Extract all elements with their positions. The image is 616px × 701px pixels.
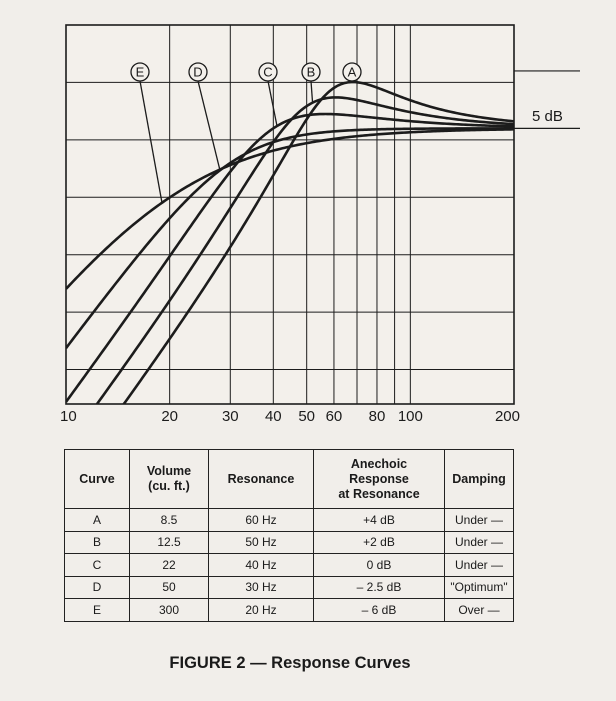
cell-resonance: 30 Hz xyxy=(209,576,314,599)
cell-damping: Under — xyxy=(445,509,514,532)
x-tick-label: 20 xyxy=(161,408,179,425)
cell-volume: 12.5 xyxy=(130,531,209,554)
x-tick-label: 10 xyxy=(60,408,77,425)
cell-response: +4 dB xyxy=(314,509,445,532)
cell-volume: 300 xyxy=(130,599,209,622)
cell-damping: "Optimum" xyxy=(445,576,514,599)
cell-resonance: 50 Hz xyxy=(209,531,314,554)
cell-volume: 22 xyxy=(130,554,209,577)
callout-label-e: E xyxy=(135,64,145,80)
cell-curve: C xyxy=(65,554,130,577)
cell-damping: Under — xyxy=(445,531,514,554)
x-tick-label: 50 xyxy=(298,408,316,425)
x-tick-label: 200 xyxy=(494,408,520,425)
enclosure-specs-table xyxy=(64,449,514,622)
col-header-curve: Curve xyxy=(65,450,130,509)
col-header-damping: Damping xyxy=(445,450,514,509)
x-tick-label: 40 xyxy=(264,408,282,425)
figure-caption: FIGURE 2 — Response Curves xyxy=(169,654,411,672)
table-row xyxy=(65,531,514,554)
table-row xyxy=(65,509,514,532)
col-header-response: Anechoic Response at Resonance xyxy=(314,450,445,509)
x-tick-label: 100 xyxy=(397,408,423,425)
x-axis-tick-labels xyxy=(60,408,520,425)
cell-response: 0 dB xyxy=(314,554,445,577)
table-row xyxy=(65,599,514,622)
cell-curve: A xyxy=(65,509,130,532)
cell-resonance: 20 Hz xyxy=(209,599,314,622)
x-tick-label: 30 xyxy=(221,408,239,425)
cell-volume: 50 xyxy=(130,576,209,599)
db-scale-label: 5 dB xyxy=(532,108,563,125)
x-tick-label: 80 xyxy=(368,408,386,425)
cell-response: +2 dB xyxy=(314,531,445,554)
cell-resonance: 40 Hz xyxy=(209,554,314,577)
col-header-volume: Volume (cu. ft.) xyxy=(130,450,209,509)
cell-damping: Under — xyxy=(445,554,514,577)
callout-label-a: A xyxy=(347,64,357,80)
callout-label-c: C xyxy=(263,64,273,80)
cell-curve: B xyxy=(65,531,130,554)
callout-label-d: D xyxy=(193,64,203,80)
cell-curve: E xyxy=(65,599,130,622)
chart-grid xyxy=(66,25,514,404)
table-row xyxy=(65,576,514,599)
col-header-resonance: Resonance xyxy=(209,450,314,509)
cell-resonance: 60 Hz xyxy=(209,509,314,532)
cell-response: – 6 dB xyxy=(314,599,445,622)
cell-volume: 8.5 xyxy=(130,509,209,532)
plot-frame xyxy=(66,25,514,404)
table-header-row xyxy=(65,450,514,509)
table-row xyxy=(65,554,514,577)
cell-response: – 2.5 dB xyxy=(314,576,445,599)
callout-label-b: B xyxy=(306,64,316,80)
cell-curve: D xyxy=(65,576,130,599)
x-tick-label: 60 xyxy=(325,408,343,425)
cell-damping: Over — xyxy=(445,599,514,622)
